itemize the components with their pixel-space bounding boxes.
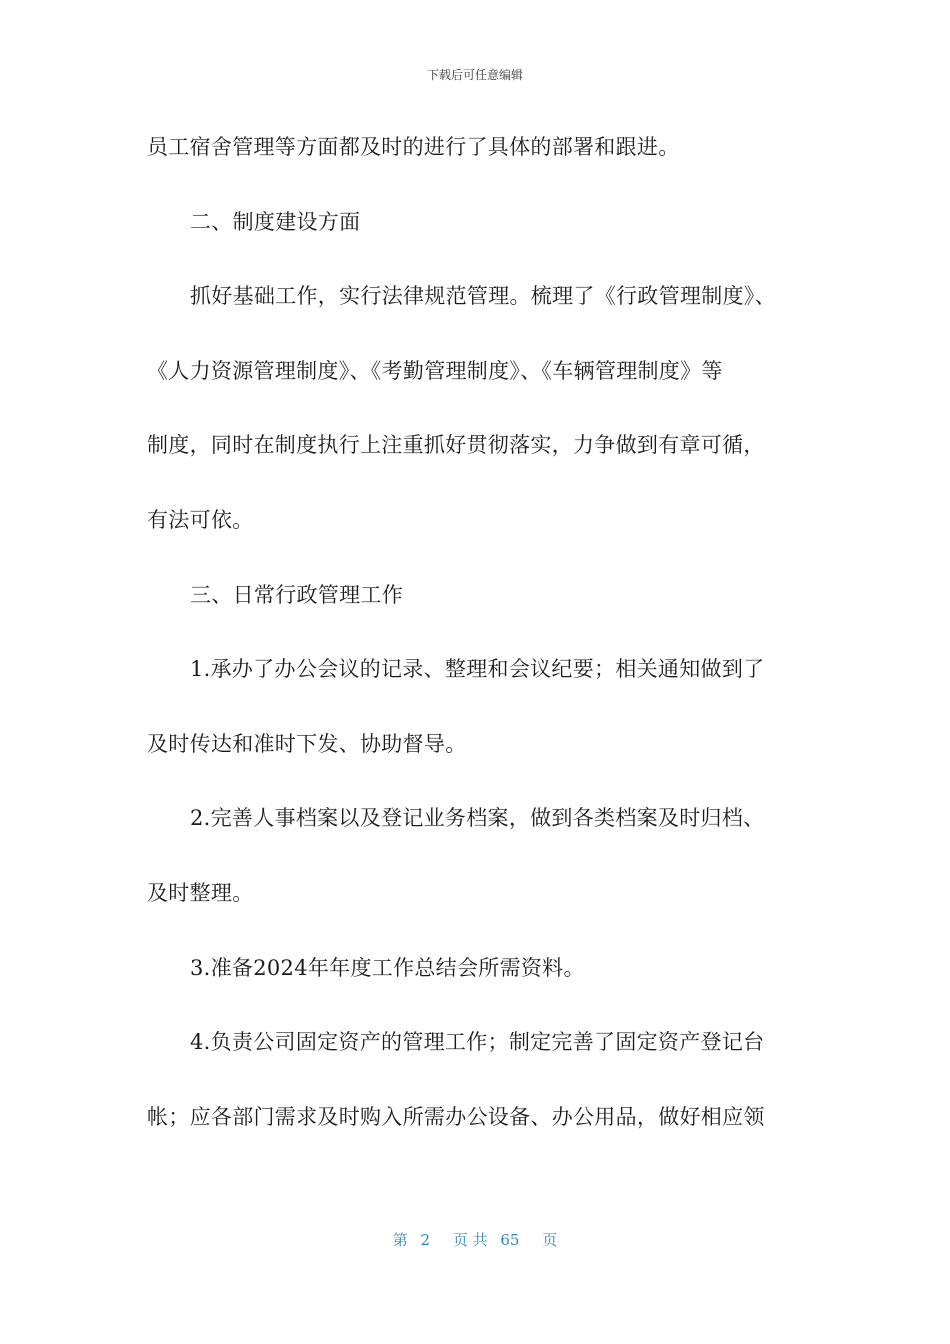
paragraph-line: 有法可依。 [147,507,254,532]
list-item-1: 1.承办了办公会议的记录、整理和会议纪要；相关通知做到了 [190,657,765,682]
section-heading-system: 二、制度建设方面 [190,209,361,234]
current-page-number: 2 [420,1231,431,1249]
paragraph-line: 抓好基础工作，实行法律规范管理。梳理了《行政管理制度》、 [190,284,776,309]
list-item-3: 3.准备2024年年度工作总结会所需资料。 [190,955,585,980]
document-body [147,126,807,1170]
list-item-2: 2.完善人事档案以及登记业务档案，做到各类档案及时归档、 [190,806,765,831]
list-item-4-continued: 帐；应各部门需求及时购入所需办公设备、办公用品，做好相应领 [147,1104,765,1129]
footer-label-di: 第 [392,1231,408,1249]
list-item-1-continued: 及时传达和准时下发、协助督导。 [147,731,467,756]
total-pages-number: 65 [500,1231,520,1249]
page-header: 下载后可任意编辑 [426,68,523,82]
footer-label-ye: 页 [542,1231,558,1249]
paragraph-line: 《人力资源管理制度》、《考勤管理制度》、《车辆管理制度》等 [147,358,723,383]
footer-label-ye-gong: 页 共 [452,1231,488,1249]
paragraph-line: 制度，同时在制度执行上注重抓好贯彻落实，力争做到有章可循， [147,433,765,458]
list-item-2-continued: 及时整理。 [147,880,254,905]
section-heading-daily: 三、日常行政管理工作 [190,582,403,607]
paragraph-line: 员工宿舍管理等方面都及时的进行了具体的部署和跟进。 [147,135,680,159]
page-footer [0,1229,950,1250]
list-item-4: 4.负责公司固定资产的管理工作；制定完善了固定资产登记台 [190,1030,765,1055]
